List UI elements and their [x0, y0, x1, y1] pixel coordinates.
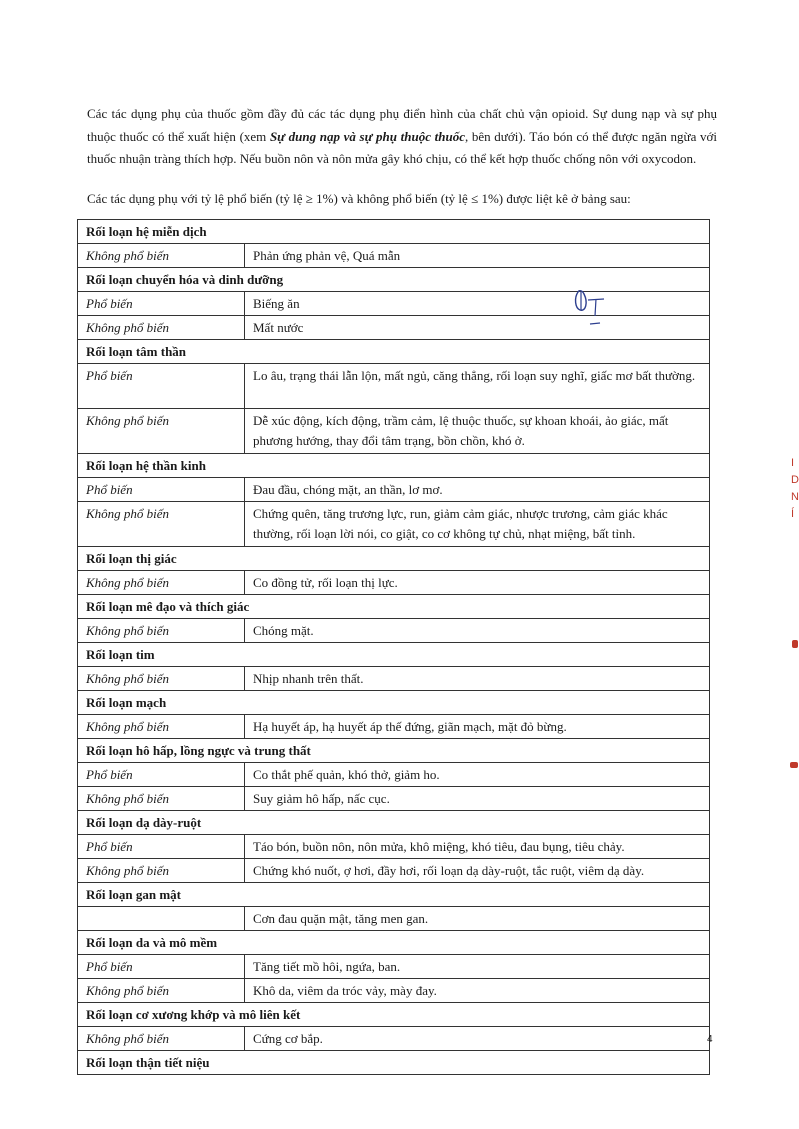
frequency-cell: Phổ biến	[78, 955, 245, 979]
effects-cell: Đau đầu, chóng mặt, an thần, lơ mơ.	[245, 478, 710, 502]
edge-stamp-fragment: I D N Í	[791, 457, 799, 520]
effects-cell: Chứng quên, tăng trương lực, run, giảm cảm giác, nhược trương, cảm giác khác thường, rối loạn lời nói, co giật, co cơ không tự chủ, nhạt miệng, bất tỉnh.	[245, 502, 710, 547]
section-title: Rối loạn hệ miễn dịch	[78, 220, 710, 244]
section-title: Rối loạn thận tiết niệu	[78, 1051, 710, 1075]
effects-cell: Co thắt phế quản, khó thở, giảm ho.	[245, 763, 710, 787]
effects-cell: Mất nước	[245, 316, 710, 340]
section-header-row	[78, 547, 710, 571]
frequency-cell: Không phổ biến	[78, 859, 245, 883]
table-row	[78, 907, 710, 931]
effects-cell: Lo âu, trạng thái lẫn lộn, mất ngủ, căng thẳng, rối loạn suy nghĩ, giấc mơ bất thường.	[245, 364, 710, 409]
table-row	[78, 364, 710, 409]
frequency-cell: Không phổ biến	[78, 787, 245, 811]
intro-paragraph	[87, 103, 717, 171]
effects-cell: Cứng cơ bắp.	[245, 1027, 710, 1051]
adverse-effects-table-body	[78, 220, 710, 1075]
intro-reference: Sự dung nạp và sự phụ thuộc thuốc	[269, 128, 465, 144]
frequency-cell: Phổ biến	[78, 478, 245, 502]
frequency-cell: Không phổ biến	[78, 244, 245, 268]
effects-cell: Phản ứng phản vệ, Quá mẫn	[245, 244, 710, 268]
intro-text-1: Các tác dụng phụ của thuốc gồm đầy đủ các tác dụng phụ điển hình của chất chủ vận opioid. Sự dung nạp và sự phụ thuộc thuốc có thể xuất hiện (xem	[87, 106, 717, 144]
effects-cell: Dễ xúc động, kích động, trầm cảm, lệ thuộc thuốc, sự khoan khoái, ảo giác, mất phương hướng, thay đổi tâm trạng, bồn chồn, khó ở.	[245, 409, 710, 454]
frequency-cell: Không phổ biến	[78, 619, 245, 643]
section-title: Rối loạn cơ xương khớp và mô liên kết	[78, 1003, 710, 1027]
table-row	[78, 835, 710, 859]
table-row	[78, 244, 710, 268]
frequency-cell: Phổ biến	[78, 292, 245, 316]
section-title: Rối loạn chuyển hóa và dinh dưỡng	[78, 268, 710, 292]
frequency-cell: Không phổ biến	[78, 715, 245, 739]
effects-cell: Tăng tiết mồ hôi, ngứa, ban.	[245, 955, 710, 979]
section-header-row	[78, 643, 710, 667]
section-header-row	[78, 811, 710, 835]
frequency-cell: Không phổ biến	[78, 409, 245, 454]
table-row	[78, 292, 710, 316]
section-header-row	[78, 1051, 710, 1075]
frequency-cell: Không phổ biến	[78, 502, 245, 547]
table-row	[78, 316, 710, 340]
frequency-cell: Không phổ biến	[78, 571, 245, 595]
frequency-cell: Phổ biến	[78, 364, 245, 409]
frequency-cell: Không phổ biến	[78, 1027, 245, 1051]
section-header-row	[78, 883, 710, 907]
page-number: 4	[707, 1034, 713, 1045]
table-row	[78, 859, 710, 883]
section-title: Rối loạn hệ thần kinh	[78, 454, 710, 478]
table-row	[78, 478, 710, 502]
section-header-row	[78, 1003, 710, 1027]
adverse-effects-table	[77, 219, 710, 1075]
section-header-row	[78, 268, 710, 292]
section-header-row	[78, 454, 710, 478]
frequency-cell: Không phổ biến	[78, 667, 245, 691]
table-row	[78, 409, 710, 454]
section-header-row	[78, 220, 710, 244]
frequency-cell: Phổ biến	[78, 835, 245, 859]
effects-cell: Khô da, viêm da tróc vảy, mày đay.	[245, 979, 710, 1003]
table-row	[78, 979, 710, 1003]
effects-cell: Biếng ăn	[245, 292, 710, 316]
section-title: Rối loạn tâm thần	[78, 340, 710, 364]
table-row	[78, 955, 710, 979]
edge-stamp-dot	[790, 762, 798, 768]
frequency-cell: Phổ biến	[78, 763, 245, 787]
effects-cell: Cơn đau quặn mật, tăng men gan.	[245, 907, 710, 931]
intro-table-lead: Các tác dụng phụ với tỷ lệ phổ biến (tỷ lệ ≥ 1%) và không phổ biến (tỷ lệ ≤ 1%) được liệt kê ở bảng sau:	[87, 191, 631, 206]
section-header-row	[78, 595, 710, 619]
section-title: Rối loạn gan mật	[78, 883, 710, 907]
effects-cell: Hạ huyết áp, hạ huyết áp thế đứng, giãn mạch, mặt đỏ bừng.	[245, 715, 710, 739]
frequency-cell: Không phổ biến	[78, 979, 245, 1003]
handwritten-initials	[570, 286, 610, 331]
table-row	[78, 667, 710, 691]
section-title: Rối loạn thị giác	[78, 547, 710, 571]
table-row	[78, 571, 710, 595]
effects-cell: Nhịp nhanh trên thất.	[245, 667, 710, 691]
section-title: Rối loạn mạch	[78, 691, 710, 715]
effects-cell: Chóng mặt.	[245, 619, 710, 643]
table-row	[78, 715, 710, 739]
effects-cell: Co đồng tử, rối loạn thị lực.	[245, 571, 710, 595]
table-row	[78, 1027, 710, 1051]
intro-text-2: , bên dưới). Táo bón có thể được ngăn ngừa với thuốc nhuận tràng thích hợp. Nếu buồn nôn và nôn mửa gây khó chịu, có thể kết hợp thuốc chống nôn với oxycodon.	[87, 128, 718, 166]
section-header-row	[78, 931, 710, 955]
section-title: Rối loạn mê đạo và thích giác	[78, 595, 710, 619]
effects-cell: Táo bón, buồn nôn, nôn mửa, khô miệng, khó tiêu, đau bụng, tiêu chảy.	[245, 835, 710, 859]
table-row	[78, 502, 710, 547]
table-row	[78, 619, 710, 643]
section-header-row	[78, 739, 710, 763]
section-title: Rối loạn hô hấp, lồng ngực và trung thất	[78, 739, 710, 763]
table-row	[78, 787, 710, 811]
table-row	[78, 763, 710, 787]
frequency-cell	[78, 907, 245, 931]
section-header-row	[78, 691, 710, 715]
frequency-cell: Không phổ biến	[78, 316, 245, 340]
section-header-row	[78, 340, 710, 364]
effects-cell: Chứng khó nuốt, ợ hơi, đầy hơi, rối loạn dạ dày-ruột, tắc ruột, viêm dạ dày.	[245, 859, 710, 883]
edge-stamp-dot	[792, 640, 798, 648]
section-title: Rối loạn da và mô mềm	[78, 931, 710, 955]
section-title: Rối loạn dạ dày-ruột	[78, 811, 710, 835]
effects-cell: Suy giảm hô hấp, nấc cục.	[245, 787, 710, 811]
section-title: Rối loạn tim	[78, 643, 710, 667]
